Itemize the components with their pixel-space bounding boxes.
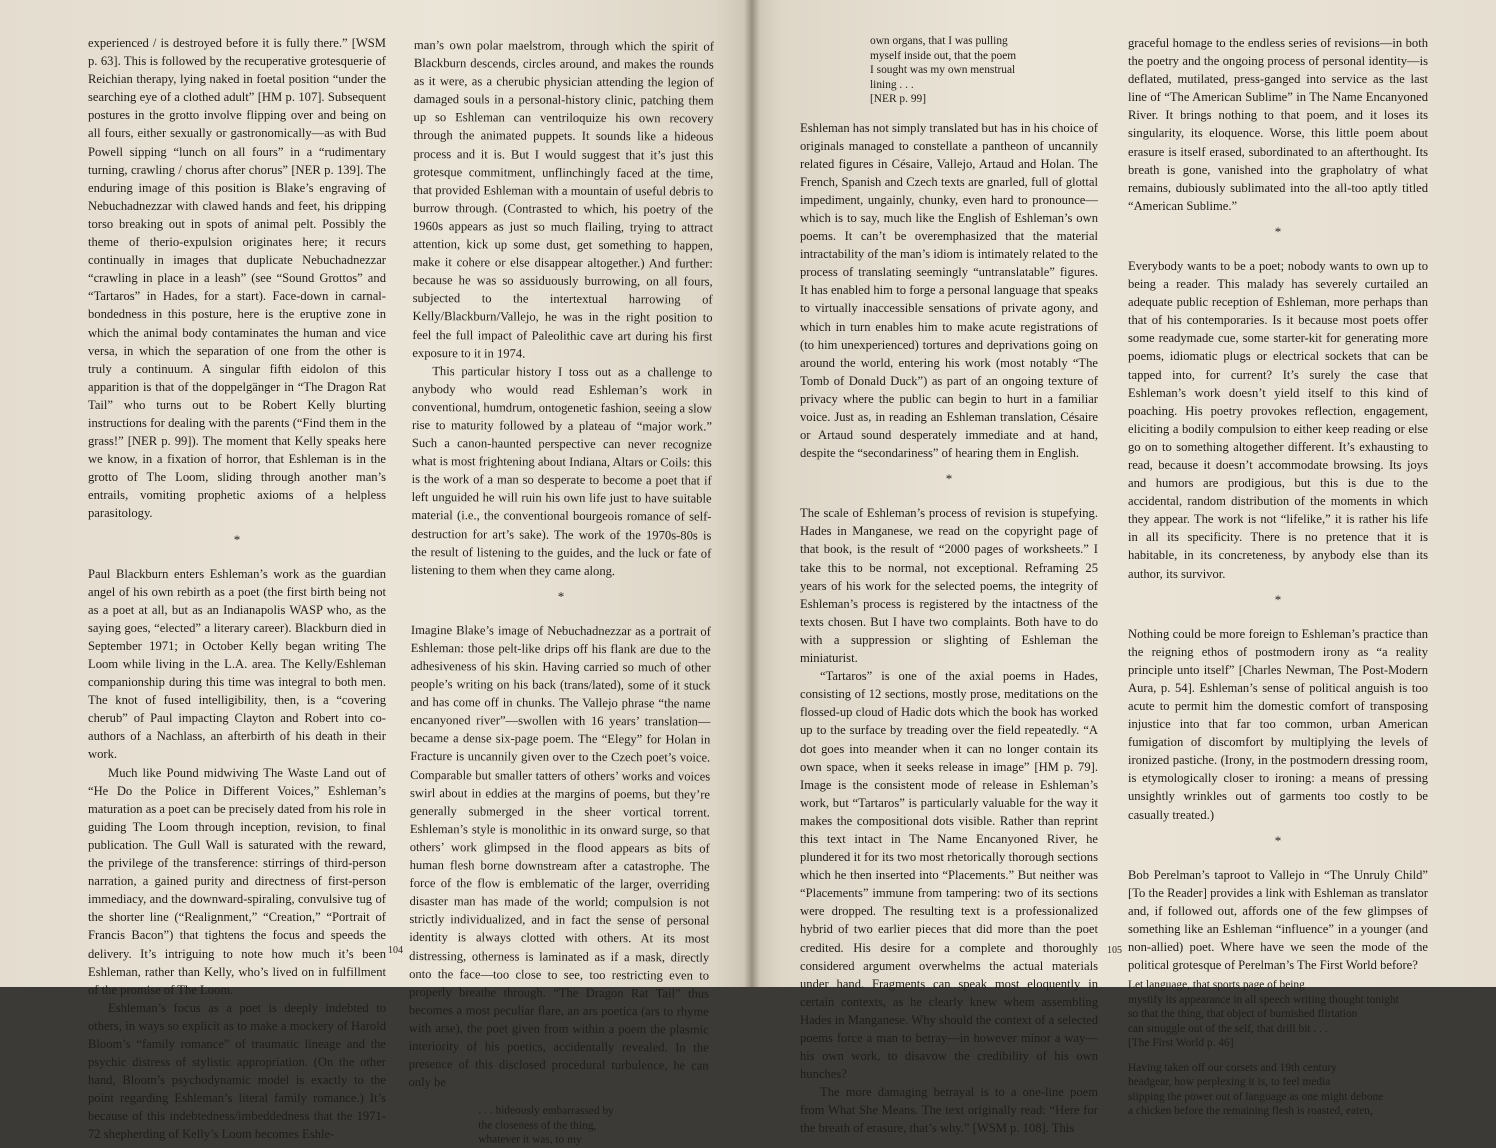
col4-paragraph-2: Everybody wants to be a poet; nobody wants to own up to being a reader. This malady has severely curtailed an adequate public reception of Eshleman, more perhaps than that of his contemporaries. Is it because most poets offer some readymade cue, some starter-kit for generating more poems, idiomatic plugs or electrical sockets that can be tapped into, for current? It’s surely the case that Eshleman’s work doesn’t yield itself to this kind of poaching. His poetry provokes reflection, engagement, eliciting a bodily compulsion to either keep reading or else go on to something altogether different. It’s exhausting to read, because it doesn’t accommodate browsing. Its joys and humors are prodigious, but this is due to the accidental, random distribution of the moments in which they appear. The work is not “lifelike,” it is rather his life in all its specificity. There is no pretence that it is habitable, in its concreteness, by anybody else than its author, its survivor. (1128, 258, 1428, 581)
section-separator: * (1274, 591, 1282, 607)
col2-paragraph-2: This particular history I toss out as a challenge to anybody who would read Eshleman’s work in conventional, humdrum, ontogenetic fashion, seeing a slow rise to maturity followed by a plateau of “major work.” Such a canon-haunted perspective can never recognize what is most frightening about Indiana, Altars or Coils: this is the work of a man so desperate to become a poet that if left unguided he will ruin his own life just to have suitable material (i.e., the conventional bourgeois romance of self-destruction for art’s sake). The work of the 1970s-80s is the result of listening to the guides, and the luck or fate of listening to them when they came along. (411, 363, 713, 578)
col4-verse-quote-1 (1128, 978, 1428, 1051)
book-gutter (744, 0, 760, 987)
col4-paragraph-3: Nothing could be more foreign to Eshleman’s practice than the reigning ethos of postmodern irony as “a reality principle unto itself” [Charles Newman, The Post-Modern Aura, p. 54]. Eshleman’s sense of political anguish is too acute to permit him the domestic comfort of transposing injustice into that far too common, urban American fumigation of discomfort by multiplying the levels of ironized pastiche. (Irony, in the postmodern dressing room, is etymologically closer to ironing: a means of pressing unsightly wrinkles out of garments too costly to be casually treated.) (1128, 626, 1428, 822)
verse-line: can smuggle out of the self, that drill bit . . . (1128, 1022, 1328, 1035)
verse-line: [NER p. 99] (870, 93, 926, 105)
col3-paragraph-4: The more damaging betrayal is to a one-line poem from What She Means. The text originally read: “Here for the breath of erasure, that’s why.” [WSM p. 108]. This (800, 1085, 1098, 1136)
verse-line: headgear, how perplexing it is, to feel media (1128, 1076, 1331, 1089)
col1-paragraph-2: Paul Blackburn enters Eshleman’s work as the guardian angel of his own rebirth as a poet (the first birth being not as a poet at all, but as an Indianapolis WASP who, as the saying goes, “elected” a literary career). Blackburn died in September 1971; in October Kelly began writing The Loom while living in the L.A. area. The Kelly/Eshleman companionship during this time was integral to both men. The knot of fused intelligibility, then, is a “covering cherub” of Paul impacting Clayton and Robert into co-authors of a Nachlass, an afterbirth of his death in their work. (88, 566, 386, 762)
section-separator: * (557, 588, 565, 604)
col3-paragraph-1: Eshleman has not simply translated but has in his choice of originals managed to constellate a pantheon of uncannily related figures in Césaire, Vallejo, Artaud and Holan. The French, Spanish and Czech texts are gnarled, full of glottal impediment, ungainly, chunky, even hard to pronounce—which is to say, much like the English of Eshleman’s own poems. It can’t be overemphasized that the material intractability of the man’s idiom is intimately related to the process of translating seemingly “untranslatable” figures. It has enabled him to forge a personal language that speaks to virtually inaccessible sensations of private agony, and which in turn enables him to make acute registrations of (to him unexperienced) tortures and deprivations going on around the world, entering his work (most notably “The Tomb of Donald Duck”) as part of an ongoing texture of privacy where the public can begin to hurt in a familiar voice. Just as, in reading an Eshleman translation, Césaire or Artaud sound desperately immediate and at hand, despite the “secondariness” of hearing them in English. (800, 120, 1098, 461)
col3-verse-quote (870, 34, 1098, 107)
section-separator: * (1274, 223, 1282, 239)
verse-line: Having taken off our corsets and 19th century (1128, 1061, 1337, 1074)
page-number-left: 104 (388, 945, 403, 956)
verse-line: Let language, that sports page of being (1128, 979, 1305, 992)
column-4 (1128, 34, 1428, 1119)
col3-paragraph-3: “Tartaros” is one of the axial poems in Hades, consisting of 12 sections, mostly prose, meditations on the flossed-up cloud of Hadic dots which the book has worked up to the surface by treading over the field repeatedly. “A dot goes into meander when it can no longer contain its own space, when it seeks release in image” [HM p. 79]. Image is the consistent mode of release in Eshleman’s work, but “Tartaros” is particularly valuable for the way it makes the compositional dots visible. Rather than reprint this text intact in The Name Encanyoned River, he plundered it for its two most rhetorically thorough sections which he then inserted into “Placements.” But neither was “Placements” immune from tampering: two of its sections were dropped. The resulting text is a professionalized hybrid of two earlier pieces that did more than the poet credited. His desire for a complete and thoroughly considered argument overwhelms the actual materials under hand. Fragments can speak most eloquently in certain contexts, as he clearly knew whem assembling Hades in Manganese. Why should the context of a selected poems force a man to betray—in however minor a way—his own work, to disavow the credibility of his own hunches? (800, 669, 1098, 1082)
section-separator: * (233, 531, 241, 547)
col2-paragraph-3: Imagine Blake’s image of Nebuchadnezzar as a portrait of Eshleman: those pelt-like drips off his flank are due to the adhesiveness of his skin. Having carried so much of other people’s writing on his back (trans/lated), some of it stuck and has come off in chunks. The Vallejo phrase “the name encanyoned river”—swollen with 16 years’ translation—became a dense six-page poem. The “Elegy” for Holan in Fracture is uncannily given over to the Czech poet’s voice. Comparable but smaller tatters of others’ works and voices swirl about in eddies at the margins of poems, but they’re generally submerged in the sheer vortical torrent. Eshleman’s style is monolithic in its onward surge, so that others’ work glimpsed in the flood appears as bits of human flesh borne downstream after a catastrophe. The force of the flow is emblematic of the larger, overriding disaster man has made of the world; compulsion is not strictly individualized, and in fact the sense of personal identity is always clotted with others. At its most distressing, otherness is laminated as if a mask, directly onto the face—too close to see, too restricting even to properly breathe through. “The Dragon Rat Tail” thus becomes a most peculiar flare, an ars poetica (ars to rhyme with arse), the poet given from within a poem the plasmic interiority of his poetics, accidentally revealed. In the presence of this disclosed procedural turbulence, he can only be (408, 622, 711, 1090)
col2-paragraph-1: man’s own polar maelstrom, through which the spirit of Blackburn descends, circles around, and makes the rounds as it were, as a cherubic physician attending the legion of damaged souls in a personal-history clinic, patching them up so Eshleman can ventriloquize his own recovery through the animated puppets. It sounds like a hideous process and it is. But I would suggest that it’s just this grotesque commitment, unflinchingly faced at the time, that provided Eshleman with a mountain of useful debris to burrow through. (Contrasted to which, his poetry of the 1960s appears as just so much flailing, trying to attract attention, kick up some dust, get something to happen, make it cohere or else disappear altogether.) And further: because he was so assiduously burrowing, on all fours, subjected to the intertextual harrowing of Kelly/Blackburn/Vallejo, he was in the right position to feel the full impact of Paleolithic cave art during his first exposure to it in 1974. (412, 37, 714, 361)
col4-paragraph-4: Bob Perelman’s taproot to Vallejo in “The Unruly Child” [To the Reader] provides a link with Eshleman as translator and, if followed out, affords one of the few glimpses of something like an Eshleman “influence” in a younger (and non-allied) poet. Where have we seen the mode of the political grotesque of Perelman’s The First World before? (1128, 867, 1428, 973)
column-3 (800, 34, 1098, 1138)
verse-line: [The First World p. 46] (1128, 1037, 1234, 1050)
col2-verse-quote (478, 1104, 708, 1148)
col4-verse-quote-2 (1128, 1061, 1428, 1119)
col1-paragraph-1: experienced / is destroyed before it is fully there.” [WSM p. 63]. This is followed by the recuperative grotesquerie of Reichian therapy, lying naked in foetal position “under the searching eye of a clothed adult” [HM p. 107]. Subsequent postures in the grotto involve flipping over and being on all fours, either sexually or gastronomically—as with Bud Powell sipping “lunch on all fours” in a “rudimentary turning, crawling / chorus after chorus” [NER p. 139]. The enduring image of this position is Blake’s engraving of Nebuchadnezzar with clawed hands and feet, his dripping torso breaking out in spots of animal pelt. Possibly the theme of therio-expulsion originates here; it recurs continually in images that duplicate Nebuchadnezzar “crawling in place in a leash” (see “Sound Grottos” and “Tartaros” in Hades, for a start). Face-down in carnal-bondedness in this posture, here is the eruptive zone in which the animal body contaminates the human and vice versa, in which the separation of one from the other is truly a continuum. A singular fifth eidolon of this apparition is that of the doppelgänger in “The Dragon Rat Tail” who turns out to be Robert Kelly blurting instructions for dealing with the parents (“Find them in the grass!” [NER p. 99]). The moment that Kelly speaks here we know, in a fixation of horror, that Eshleman is in the grotto of The Loom, sliding through another man’s entrails, vomiting prophetic axioms of a helpless parasitology. (88, 36, 386, 521)
verse-line: slipping the power out of language as one might debone (1128, 1090, 1384, 1103)
col3-paragraph-2: The scale of Eshleman’s process of revision is stupefying. Hades in Manganese, we read on the copyright page of that book, is the result of “2000 pages of worksheets.” I take this to be normal, not exceptional. Reframing 25 years of his work for the selected poems, the integrity of Eshleman’s process is registered by the intactness of the texts chosen. But I have two complaints. Both have to do with a suppression or slighting of Eshleman the miniaturist. (800, 506, 1098, 666)
verse-line: so that the thing, that object of burnished flirtation (1128, 1008, 1358, 1021)
verse-line: the closeness of the thing, (478, 1119, 597, 1132)
verse-line: own organs, that I was pulling (870, 35, 1008, 47)
section-separator: * (945, 471, 953, 487)
verse-line: myself inside out, that the poem (870, 49, 1017, 62)
verse-line: . . . hideously embarrassed by (478, 1104, 614, 1118)
column-1 (88, 34, 386, 1144)
col1-paragraph-3: Much like Pound midwiving The Waste Land out of “He Do the Police in Different Voices,” Eshleman’s maturation as a poet can be precisely dated from his role in guiding The Loom through inception, revision, to final publication. The Gull Wall is saturated with the reward, the privilege of the transference: stirrings of third-person narration, a gained purity and directness of first-person immediacy, and the downward-spiraling, convulsive tug of the shorter line (“Realignment,” “Creation,” “Portrait of Francis Bacon”) that tightens the focus and speeds the delivery. It’s intriguing to note how much it’s been Eshleman, rather than Kelly, who’s lived on in fulfillment of the promise of The Loom. (88, 765, 386, 997)
col4-paragraph-1: graceful homage to the endless series of revisions—in both the poetry and the ongoing process of personal identity—is deflated, mutilated, press-ganged into service as the last line of “The American Sublime” in The Name Encanyoned River. It brings nothing to that poem, and it loses its singularity, its eloquence. Worse, this little poem about erasure is itself erased, subordinated to an afterthought. Its breath is gone, vanished into the grapholatry of what remains, dubiously sublimated into the all-too aptly titled “American Sublime.” (1128, 36, 1428, 213)
col1-paragraph-4: Eshleman’s focus as a poet is deeply indebted to others, in ways so explicit as to make a mockery of Harold Bloom’s “family romance” of traumatic lineage and the psychic distress of stylistic appropriation. (On the other hand, Bloom’s psychodynamic model is exactly to the point regarding Eshleman’s literal family romance.) It’s because of this indebtedness/imbeddedness that the 1971-72 shepherding of Kelly’s Loom becomes Eshle- (88, 1000, 386, 1142)
verse-line: I sought was my own menstrual (870, 64, 1016, 76)
column-2 (408, 36, 714, 1148)
section-separator: * (1274, 832, 1282, 848)
page-number-right: 105 (1107, 945, 1122, 956)
verse-line: whatever it was, to my (478, 1133, 582, 1147)
verse-line: mystify its appearance in all speech writing thought tonight (1128, 993, 1399, 1006)
verse-line: lining . . . (870, 78, 914, 91)
verse-line: a chicken before the remaining flesh is roasted, eaten, (1128, 1105, 1373, 1118)
right-page (752, 0, 1496, 1136)
